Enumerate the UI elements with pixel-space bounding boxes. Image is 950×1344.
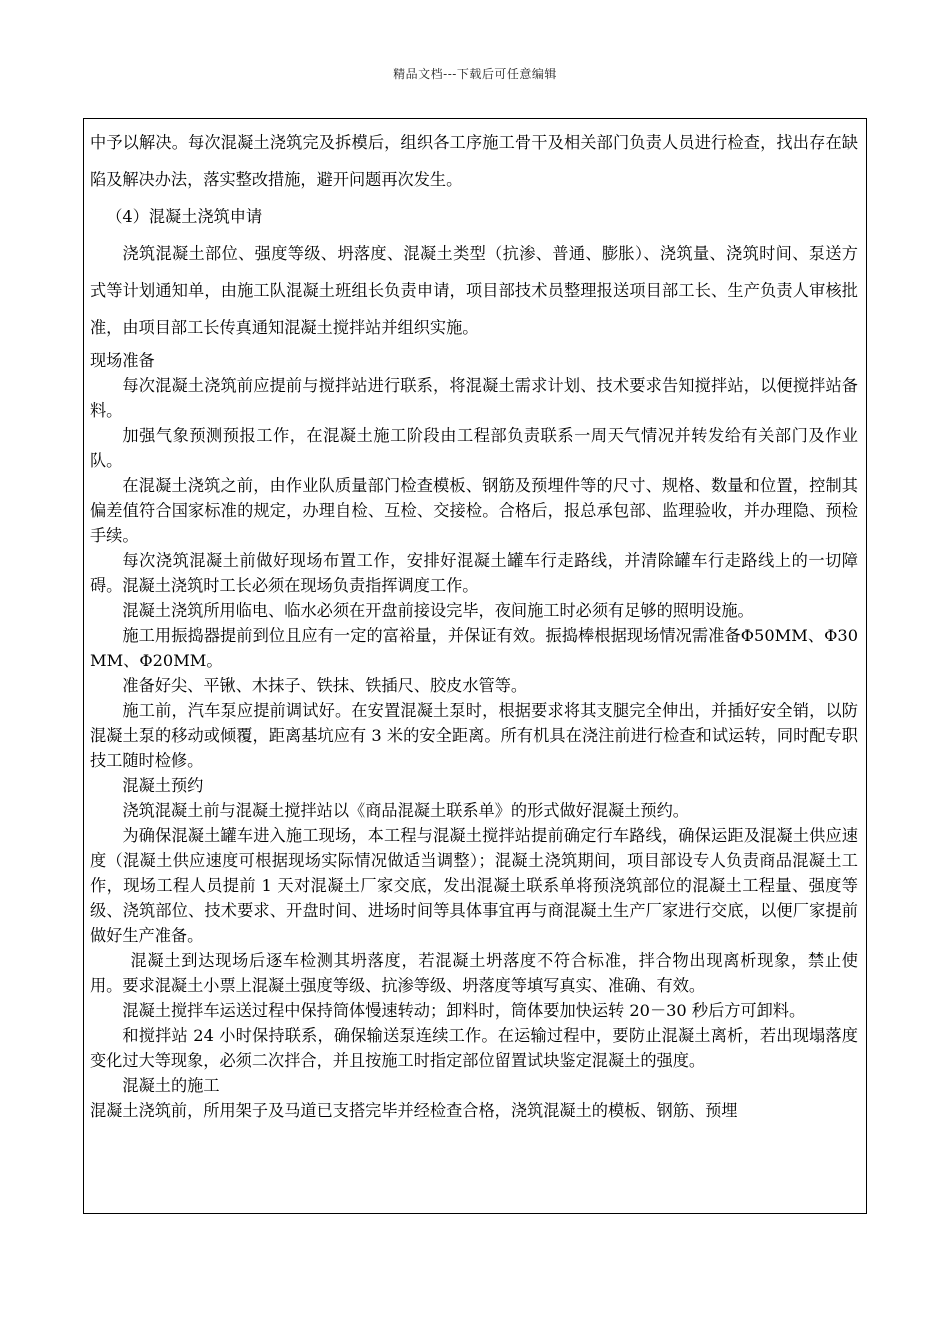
heading-concrete-booking: 混凝土预约 <box>122 776 204 795</box>
paragraph-12: 施工前，汽车泵应提前调试好。在安置混凝土泵时，根据要求将其支腿完全伸出，并插好安全销，以防混凝土泵的移动或倾覆，距离基坑应有 3 米的安全距离。所有机具在浇注前进行检查和试运转，同时配专职技工随时检修。 <box>90 701 858 770</box>
paragraph-17: 混凝土搅拌车运送过程中保持筒体慢速转动；卸料时，筒体要加快运转 20－30 秒后方可卸料。 <box>122 1001 806 1020</box>
page-header: 精品文档---下载后可任意编辑 <box>393 67 557 81</box>
paragraph-14: 浇筑混凝土前与混凝土搅拌站以《商品混凝土联系单》的形式做好混凝土预约。 <box>122 801 689 820</box>
paragraph-8: 每次浇筑混凝土前做好现场布置工作，安排好混凝土罐车行走路线，并清除罐车行走路线上的一切障碍。混凝土浇筑时工长必须在现场负责指挥调度工作。 <box>90 551 858 595</box>
paragraph-15: 为确保混凝土罐车进入施工现场，本工程与混凝土搅拌站提前确定行车路线，确保运距及混凝土供应速度（混凝土供应速度可根据现场实际情况做适当调整）；混凝土浇筑期间，项目部设专人负责商品混凝土工作，现场工程人员提前 1 天对混凝土厂家交底，发出混凝土联系单将预浇筑部位的混凝土工程量、强度等级、浇筑部位、技术要求、开盘时间、进场时间等具体事宜再与商混凝土生产厂家进行交底，以便厂家提前做好生产准备。 <box>90 826 858 945</box>
heading-concrete-application: （4）混凝土浇筑申请 <box>106 207 263 226</box>
paragraph-18: 和搅拌站 24 小时保持联系，确保输送泵连续工作。在运输过程中，要防止混凝土离析，若出现塌落度变化过大等现象，必须二次拌合，并且按施工时指定部位留置试块鉴定混凝土的强度。 <box>90 1026 858 1070</box>
section-concrete-application <box>90 124 858 346</box>
document-body <box>90 124 858 1123</box>
paragraph-20: 混凝土浇筑前，所用架子及马道已支搭完毕并经检查合格，浇筑混凝土的模板、钢筋、预埋 <box>90 1101 738 1120</box>
heading-site-preparation: 现场准备 <box>90 351 155 370</box>
paragraph-3: 浇筑混凝土部位、强度等级、坍落度、混凝土类型（抗渗、普通、膨胀）、浇筑量、浇筑时间、泵送方式等计划通知单，由施工队混凝土班组长负责申请，项目部技术员整理报送项目部工长、生产负责人审核批准，由项目部工长传真通知混凝土搅拌站并组织实施。 <box>90 244 858 337</box>
paragraph-5: 每次混凝土浇筑前应提前与搅拌站进行联系，将混凝土需求计划、技术要求告知搅拌站，以便搅拌站备料。 <box>90 376 858 420</box>
paragraph-10: 施工用振捣器提前到位且应有一定的富裕量，并保证有效。振捣棒根据现场情况需准备Φ50MM、Φ30MM、Φ20MM。 <box>90 626 858 670</box>
section-site-preparation <box>90 348 858 1123</box>
paragraph-1: 中予以解决。每次混凝土浇筑完及拆模后，组织各工序施工骨干及相关部门负责人员进行检查，找出存在缺陷及解决办法，落实整改措施，避开问题再次发生。 <box>90 133 858 189</box>
paragraph-11: 准备好尖、平锹、木抹子、铁抹、铁插尺、胶皮水管等。 <box>122 676 528 695</box>
paragraph-16: 混凝土到达现场后逐车检测其坍落度，若混凝土坍落度不符合标准，拌合物出现离析现象，禁止使用。要求混凝土小票上混凝土强度等级、抗渗等级、坍落度等填写真实、准确、有效。 <box>90 951 858 995</box>
paragraph-7: 在混凝土浇筑之前，由作业队质量部门检查模板、钢筋及预埋件等的尺寸、规格、数量和位置，控制其偏差值符合国家标准的规定，办理自检、互检、交接检。合格后，报总承包部、监理验收，并办理隐、预检手续。 <box>90 476 858 545</box>
paragraph-9: 混凝土浇筑所用临电、临水必须在开盘前接设完毕，夜间施工时必须有足够的照明设施。 <box>122 601 754 620</box>
paragraph-6: 加强气象预测预报工作，在混凝土施工阶段由工程部负责联系一周天气情况并转发给有关部门及作业队。 <box>90 426 858 470</box>
heading-concrete-construction: 混凝土的施工 <box>122 1076 220 1095</box>
